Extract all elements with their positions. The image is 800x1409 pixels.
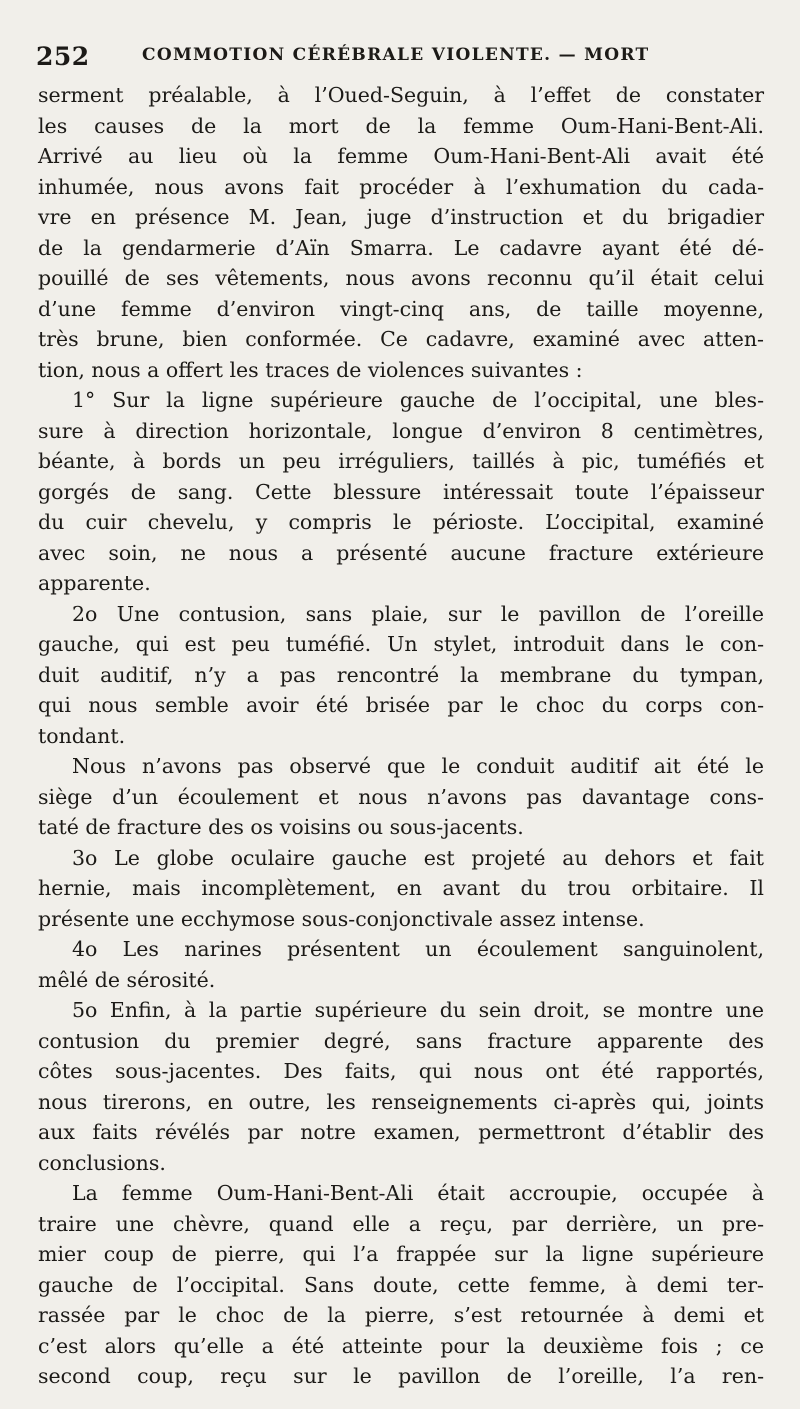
- text-line: d’une femme d’environ vingt-cinq ans, de taille moyenne,: [38, 296, 764, 321]
- text-line: présente une ecchymose sous-conjonctivale assez intense.: [38, 906, 645, 931]
- text-line: Arrivé au lieu où la femme Oum-Hani-Bent-Ali avait été: [38, 144, 764, 168]
- text-line: serment préalable, à l’Oued-Seguin, à l’effet de constater: [38, 83, 764, 107]
- text-line: rassée par le choc de la pierre, s’est retournée à demi et: [38, 1303, 764, 1327]
- text-line: mier coup de pierre, qui l’a frappée sur la ligne supérieure: [38, 1242, 764, 1266]
- text-line: gauche, qui est peu tuméfié. Un stylet, introduit dans le con-: [38, 632, 764, 656]
- text-line: 1° Sur la ligne supérieure gauche de l’occipital, une bles-: [72, 388, 764, 412]
- text-line: qui nous semble avoir été brisée par le choc du corps con-: [38, 693, 764, 717]
- text-line: Nous n’avons pas observé que le conduit auditif ait été le: [72, 754, 764, 778]
- text-line: aux faits révélés par notre examen, permettront d’établir des: [38, 1120, 764, 1144]
- text-line: apparente.: [38, 571, 151, 595]
- text-line: contusion du premier degré, sans fracture apparente des: [38, 1028, 764, 1053]
- text-line: côtes sous-jacentes. Des faits, qui nous ont été rapportés,: [38, 1059, 764, 1083]
- text-line: nous tirerons, en outre, les renseignements ci-après qui, joints: [38, 1089, 764, 1114]
- text-line: mêlé de sérosité.: [38, 967, 216, 992]
- text-line: pouillé de ses vêtements, nous avons reconnu qu’il était celui: [38, 266, 764, 290]
- text-line: très brune, bien conformée. Ce cadavre, examiné avec atten-: [38, 327, 764, 351]
- text-line: 5o Enfin, à la partie supérieure du sein droit, se montre une: [72, 998, 764, 1022]
- text-line: béante, à bords un peu irréguliers, taillés à pic, tuméfiés et: [38, 449, 764, 473]
- page-header: [36, 36, 760, 76]
- text-line: La femme Oum-Hani-Bent-Ali était accroupie, occupée à: [72, 1181, 764, 1205]
- text-line: de la gendarmerie d’Aïn Smarra. Le cadavre ayant été dé-: [38, 235, 764, 260]
- text-line: 4o Les narines présentent un écoulement sanguinolent,: [72, 937, 764, 961]
- text-line: gauche de l’occipital. Sans doute, cette femme, à demi ter-: [38, 1272, 764, 1297]
- text-line: avec soin, ne nous a présenté aucune fracture extérieure: [38, 540, 764, 565]
- text-line: du cuir chevelu, y compris le périoste. L’occipital, examiné: [38, 510, 764, 534]
- text-line: vre en présence M. Jean, juge d’instruction et du brigadier: [38, 205, 764, 229]
- text-line: les causes de la mort de la femme Oum-Hani-Bent-Ali.: [38, 113, 764, 138]
- text-line: conclusions.: [38, 1150, 166, 1175]
- text-line: inhumée, nous avons fait procéder à l’exhumation du cada-: [38, 174, 764, 199]
- text-line: c’est alors qu’elle a été atteinte pour la deuxième fois ; ce: [38, 1333, 764, 1358]
- text-line: gorgés de sang. Cette blessure intéressait toute l’épaisseur: [38, 479, 764, 504]
- text-line: siège d’un écoulement et nous n’avons pas davantage cons-: [38, 784, 764, 809]
- text-line: sure à direction horizontale, longue d’environ 8 centimètres,: [38, 418, 764, 443]
- text-line: second coup, reçu sur le pavillon de l’oreille, l’a ren-: [38, 1364, 764, 1388]
- text-line: hernie, mais incomplètement, en avant du trou orbitaire. Il: [38, 876, 764, 900]
- text-line: taté de fracture des os voisins ou sous-jacents.: [38, 815, 524, 839]
- text-line: 3o Le globe oculaire gauche est projeté au dehors et fait: [72, 845, 764, 870]
- page-number: 252: [36, 42, 90, 71]
- text-line: 2o Une contusion, sans plaie, sur le pavillon de l’oreille: [72, 601, 764, 626]
- text-line: tion, nous a offert les traces de violences suivantes :: [38, 357, 583, 382]
- body-text: [38, 80, 764, 1392]
- text-line: tondant.: [38, 723, 126, 748]
- text-line: traire une chèvre, quand elle a reçu, par derrière, un pre-: [38, 1211, 764, 1236]
- text-line: duit auditif, n’y a pas rencontré la membrane du tympan,: [38, 662, 764, 687]
- running-title: COMMOTION CÉRÉBRALE VIOLENTE. — MORT: [142, 45, 650, 65]
